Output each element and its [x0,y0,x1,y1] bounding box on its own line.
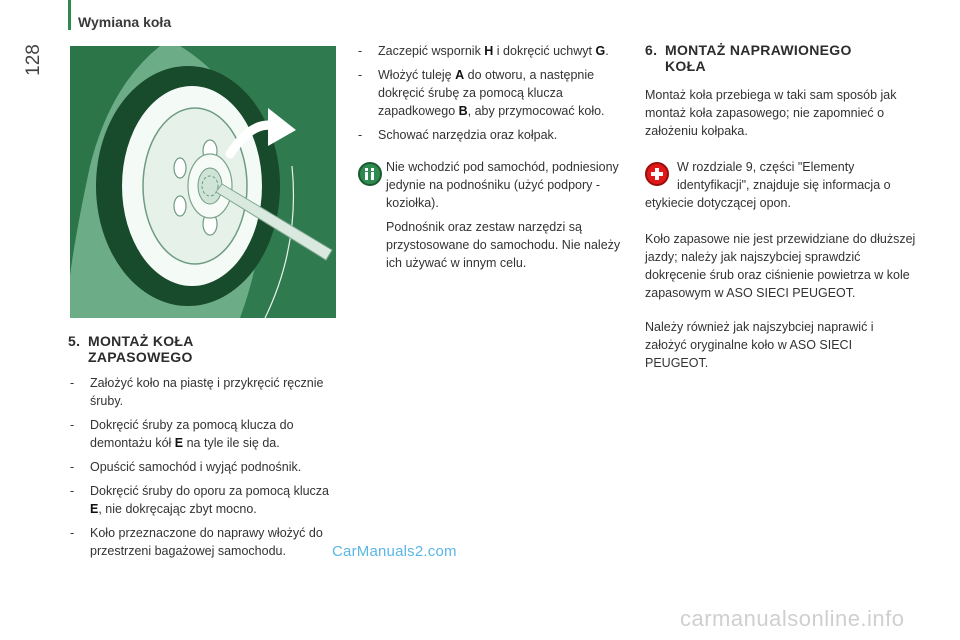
header-accent-bar [68,0,71,30]
part-ref-g: G [595,44,606,58]
part-ref-a: A [455,68,465,82]
section-6-number: 6. [645,42,658,58]
list-item [68,416,342,452]
list-item [68,458,342,476]
info-icon [358,162,382,186]
wheel-illustration [70,46,336,318]
page-number [14,40,54,80]
list-item [356,42,632,60]
section-6-paragraph-2: Należy również jak najszybciej naprawić i założyć oryginalne koło w ASO SIECI PEUGEOT. [645,320,874,370]
part-ref-h: H [484,44,494,58]
tool-ref-e: E [174,436,184,450]
list-item [356,126,632,144]
step-text: Założyć koło na piastę i przykręcić ręcznie śruby. [90,376,324,408]
step-text: , aby przymocować koło. [467,104,605,118]
section-6-title-line1: MONTAŻ NAPRAWIONEGO [665,42,852,58]
list-item [68,482,342,518]
middle-steps [356,42,632,150]
list-item [68,524,342,560]
step-text: i dokręcić uchwyt [493,44,596,58]
section-5-title-line1: MONTAŻ KOŁA [88,333,194,349]
note-line-3: etykiecie dotyczącej opon. [645,196,791,210]
step-text: Dokręcić śruby za pomocą klucza do demontażu kół [90,418,294,450]
wheel-illustration-svg [70,46,336,318]
step-text: Zaczepić wspornik [378,44,485,58]
info-glyph [360,164,380,184]
step-text: do otworu, a następnie dokręcić śrubę za pomocą klucza zapadkowego [378,68,595,118]
step-text: Schować narzędzia oraz kołpak. [378,128,558,142]
section-5-number: 5. [68,333,81,349]
part-ref-b: B [458,104,468,118]
plus-glyph [647,164,667,184]
section-5-steps [68,374,342,566]
section-5-title-line2: ZAPASOWEGO [88,349,193,365]
watermark-site: CarManuals2.com [332,543,457,560]
step-text: na tyle ile się da. [183,436,280,450]
page-title: Wymiana koła [78,14,172,30]
tool-ref-e: E [90,502,99,516]
step-text: , nie dokręcając zbyt mocno. [98,502,257,516]
plus-icon [645,162,669,186]
info-paragraph-1: Nie wchodzić pod samochód, podniesiony jedynie na podnośniku (użyć podpory - koziołka). [386,160,619,210]
page-number-text: 128 [23,44,44,76]
step-text: . [605,44,609,58]
note-line-2: identyfikacji", znajduje się informacja o [677,178,891,192]
section-6-intro: Montaż koła przebiega w taki sam sposób jak montaż koła zapasowego; nie zapomnieć o założeniu kołpaka. [645,88,897,138]
step-text: Koło przeznaczone do naprawy włożyć do przestrzeni bagażowej samochodu. [90,526,323,558]
step-text: Opuścić samochód i wyjąć podnośnik. [90,460,302,474]
note-line-1: W rozdziale 9, części "Elementy [677,160,855,174]
step-text: Dokręcić śruby do oporu za pomocą klucza [90,484,330,498]
list-item [356,66,632,120]
section-6-heading [645,42,945,74]
section-6-title-line2: KOŁA [665,58,706,74]
info-paragraph-2: Podnośnik oraz zestaw narzędzi są przystosowane do samochodu. Nie należy ich używać w innym celu. [386,220,621,270]
watermark-footer: carmanualsonline.info [680,606,905,631]
list-item [68,374,342,410]
info-note [386,158,630,278]
section-5-heading [68,333,328,365]
step-text: Włożyć tuleję [378,68,456,82]
section-6-paragraph-1: Koło zapasowe nie jest przewidziane do dłuższej jazdy; należy jak najszybciej sprawdzić dokręcenie śrub oraz ciśnienie powietrza w kole zapasowym w ASO SIECI PEUGEOT. [645,232,916,300]
